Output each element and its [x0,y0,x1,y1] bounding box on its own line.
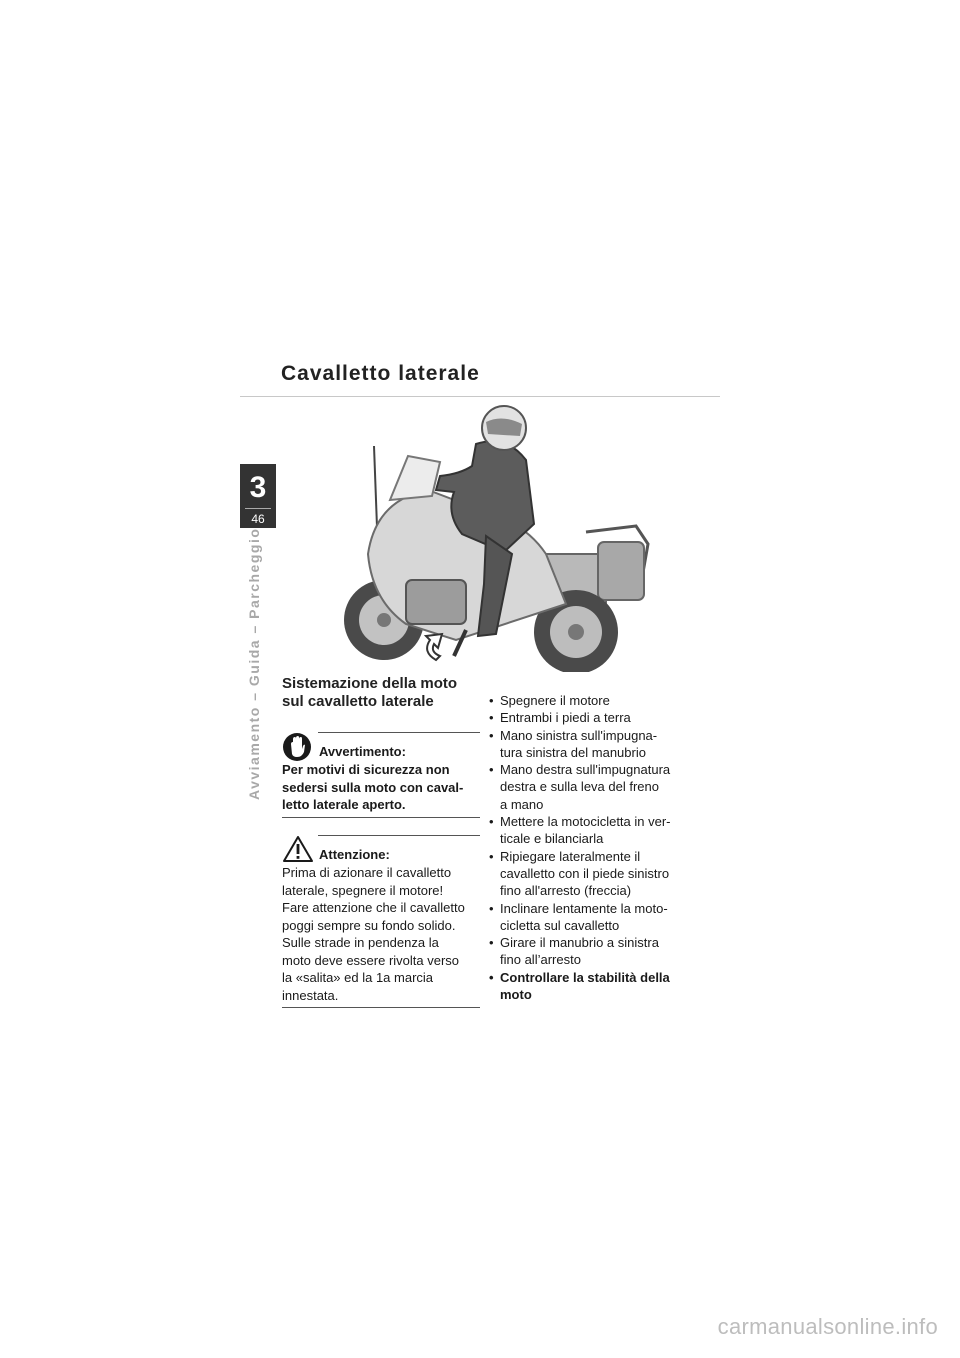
step-item [489,900,694,935]
chapter-tab [240,464,276,528]
step-line: Girare il manubrio a sinistra [500,935,659,951]
warning-note [282,732,480,818]
warning-line: Per motivi di sicurezza non [282,762,450,777]
engine [406,580,466,624]
windscreen [390,456,440,500]
caution-line: laterale, spegnere il motore! [282,882,444,898]
caution-line: la «salita» ed la 1a marcia [282,970,434,985]
page-title: Cavalletto laterale [281,362,480,385]
step-line: destra e sulla leva del freno [500,779,659,795]
note-bottom-rule [282,1007,480,1008]
watermark-link[interactable]: carmanualsonline.info [717,1314,938,1339]
step-line: ticale e bilanciarla [500,831,604,847]
step-line: Controllare la stabilità della [500,969,670,985]
note-top-rule [318,732,480,733]
step-line: Mano sinistra sull'impugna- [500,727,658,743]
caution-line: poggi sempre su fondo solido. [282,917,456,933]
pannier-rear [598,542,644,600]
section-heading-line: Sistemazione della moto [282,675,458,692]
step-line: cicletta sul cavalletto [500,917,620,933]
procedure-steps-list [489,692,694,1003]
caution-title: Attenzione: [319,847,390,862]
step-line: Inclinare lentamente la moto- [500,900,668,916]
caution-body [282,864,480,1004]
caution-note [282,835,480,1008]
step-line: Mettere la motocicletta in ver- [500,814,671,830]
step-item [489,813,694,848]
warning-line: letto laterale aperto. [282,797,406,812]
note-top-rule [318,835,480,836]
section-heading [282,675,492,711]
step-item [489,727,694,762]
chapter-number: 3 [249,471,267,504]
fold-out-arrow-icon [426,634,442,660]
step-line: fino all'arresto (freccia) [500,883,632,899]
exclamation-triangle-icon [282,835,314,863]
step-item [489,934,694,969]
motorcycle-sidestand-illustration [336,404,668,672]
step-line: Mano destra sull'impugnatura [500,762,671,778]
step-line: cavalletto con il piede sinistro [500,865,670,881]
step-item [489,761,694,813]
stop-hand-icon [282,732,312,762]
step-item [489,709,694,726]
step-item-emphasized [489,969,694,1004]
step-line: fino all’arresto [500,952,581,968]
step-line: Entrambi i piedi a terra [500,710,631,726]
title-rule [240,396,720,397]
caution-line: Prima di azionare il cavalletto [282,865,452,880]
caution-line: moto deve essere rivolta verso [282,952,460,968]
chapter-divider [245,508,271,509]
step-line: a mano [500,796,544,812]
warning-line: sedersi sulla moto con caval- [282,779,464,795]
step-line: tura sinistra del manubrio [500,744,646,760]
warning-title: Avvertimento: [319,744,406,759]
step-line: Ripiegare lateralmente il [500,848,641,864]
note-bottom-rule [282,817,480,818]
section-heading-line: sul cavalletto laterale [282,693,434,710]
side-section-label: Avviamento – Guida – Parcheggio [246,527,262,800]
step-line: Spegnere il motore [500,693,610,708]
caution-line: Sulle strade in pendenza la [282,935,439,950]
page-number: 46 [251,512,265,526]
step-item [489,848,694,900]
step-line: moto [500,987,532,1003]
caution-line: innestata. [282,987,339,1003]
caution-line: Fare attenzione che il cavalletto [282,900,465,915]
step-item [489,692,694,709]
warning-body [282,761,480,814]
